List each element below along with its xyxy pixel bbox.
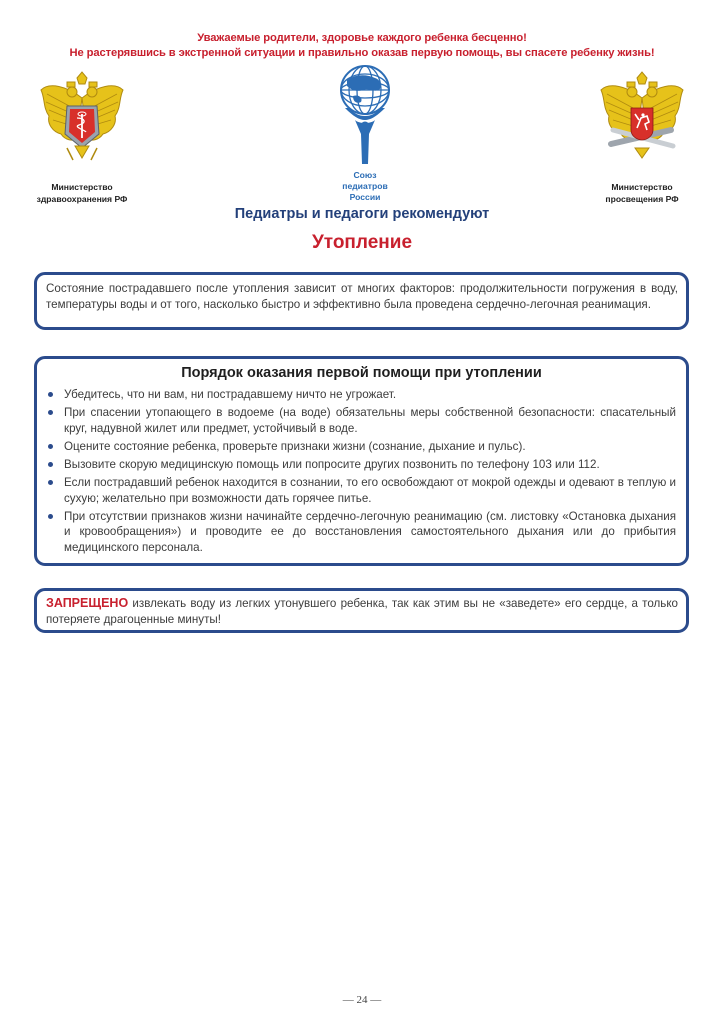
list-item-text: При спасении утопающего в водоеме (на воде) обязательны меры собственной безопасности: спасательный круг, надувной жилет или предмет, устойчивый в воде. (64, 406, 676, 435)
forbidden-label: ЗАПРЕЩЕНО (46, 596, 129, 610)
pediatricians-union-caption-line-3: России (349, 192, 381, 202)
header-appeal-line-1: Уважаемые родители, здоровье каждого ребенка бесценно! (197, 32, 527, 44)
bullet-icon (48, 392, 53, 397)
pediatricians-union-caption-line-1: Союз (353, 170, 377, 180)
bullet-icon (48, 462, 53, 467)
bullet-icon (48, 444, 53, 449)
warning-text: извлекать воду из легких утонувшего ребенка, так как этим вы не «заведете» его сердце, а только потеряете драгоценные минуты! (46, 597, 678, 626)
coat-of-arms-education-ministry-icon (597, 68, 687, 168)
list-item-text: Вызовите скорую медицинскую помощь или попросите других позвонить по телефону 103 или 112. (64, 458, 600, 472)
subtitle: Педиатры и педагоги рекомендуют (234, 206, 490, 222)
header-appeal-line-2: Не растерявшись в экстренной ситуации и правильно оказав первую помощь, вы спасете ребенку жизнь! (69, 47, 655, 59)
education-ministry-caption-line-1: Министерство (611, 182, 673, 192)
education-ministry-caption-line-2: просвещения РФ (605, 194, 679, 204)
first-aid-heading: Порядок оказания первой помощи при утоплении (181, 365, 542, 381)
intro-text: Состояние пострадавшего после утопления зависит от многих факторов: продолжительности погружения в воду, температуры воды и от того, насколько быстро и эффективно была проведена сердечно-легочная реанимация. (46, 282, 678, 311)
list-item-text: Оцените состояние ребенка, проверьте признаки жизни (сознание, дыхание и пульс). (64, 439, 526, 453)
list-item (47, 405, 676, 436)
list-item (47, 439, 676, 455)
page-number: — 24 — (342, 994, 382, 1006)
list-item-text: При отсутствии признаков жизни начинайте сердечно-легочную реанимацию (см. листовку «Остановка дыхания и кровообращения») и проводите ее до восстановления самостоятельного дыхания или до прибытия медицинского персонала. (64, 509, 676, 554)
union-of-pediatricians-globe-icon (333, 64, 397, 170)
bullet-icon (48, 410, 53, 415)
warning-box (34, 588, 689, 633)
health-ministry-caption-line-1: Министерство (51, 182, 113, 192)
coat-of-arms-health-ministry-icon (37, 68, 127, 168)
bullet-icon (48, 480, 53, 485)
health-ministry-caption-line-2: здравоохранения РФ (36, 194, 128, 204)
bullet-icon (48, 514, 53, 519)
first-aid-list (47, 387, 676, 555)
list-item (47, 457, 676, 473)
list-item-text: Если пострадавший ребенок находится в сознании, то его освобождают от мокрой одежды и одевают в теплую и сухую; желательно при возможности дать горячее питье. (64, 476, 676, 505)
list-item (47, 387, 676, 403)
intro-box (34, 272, 689, 330)
page-title: Утопление (311, 232, 413, 253)
pediatricians-union-caption-line-2: педиатров (342, 181, 388, 191)
list-item (47, 509, 676, 556)
first-aid-box (34, 356, 689, 566)
list-item (47, 475, 676, 506)
list-item-text: Убедитесь, что ни вам, ни пострадавшему ничто не угрожает. (64, 388, 397, 401)
